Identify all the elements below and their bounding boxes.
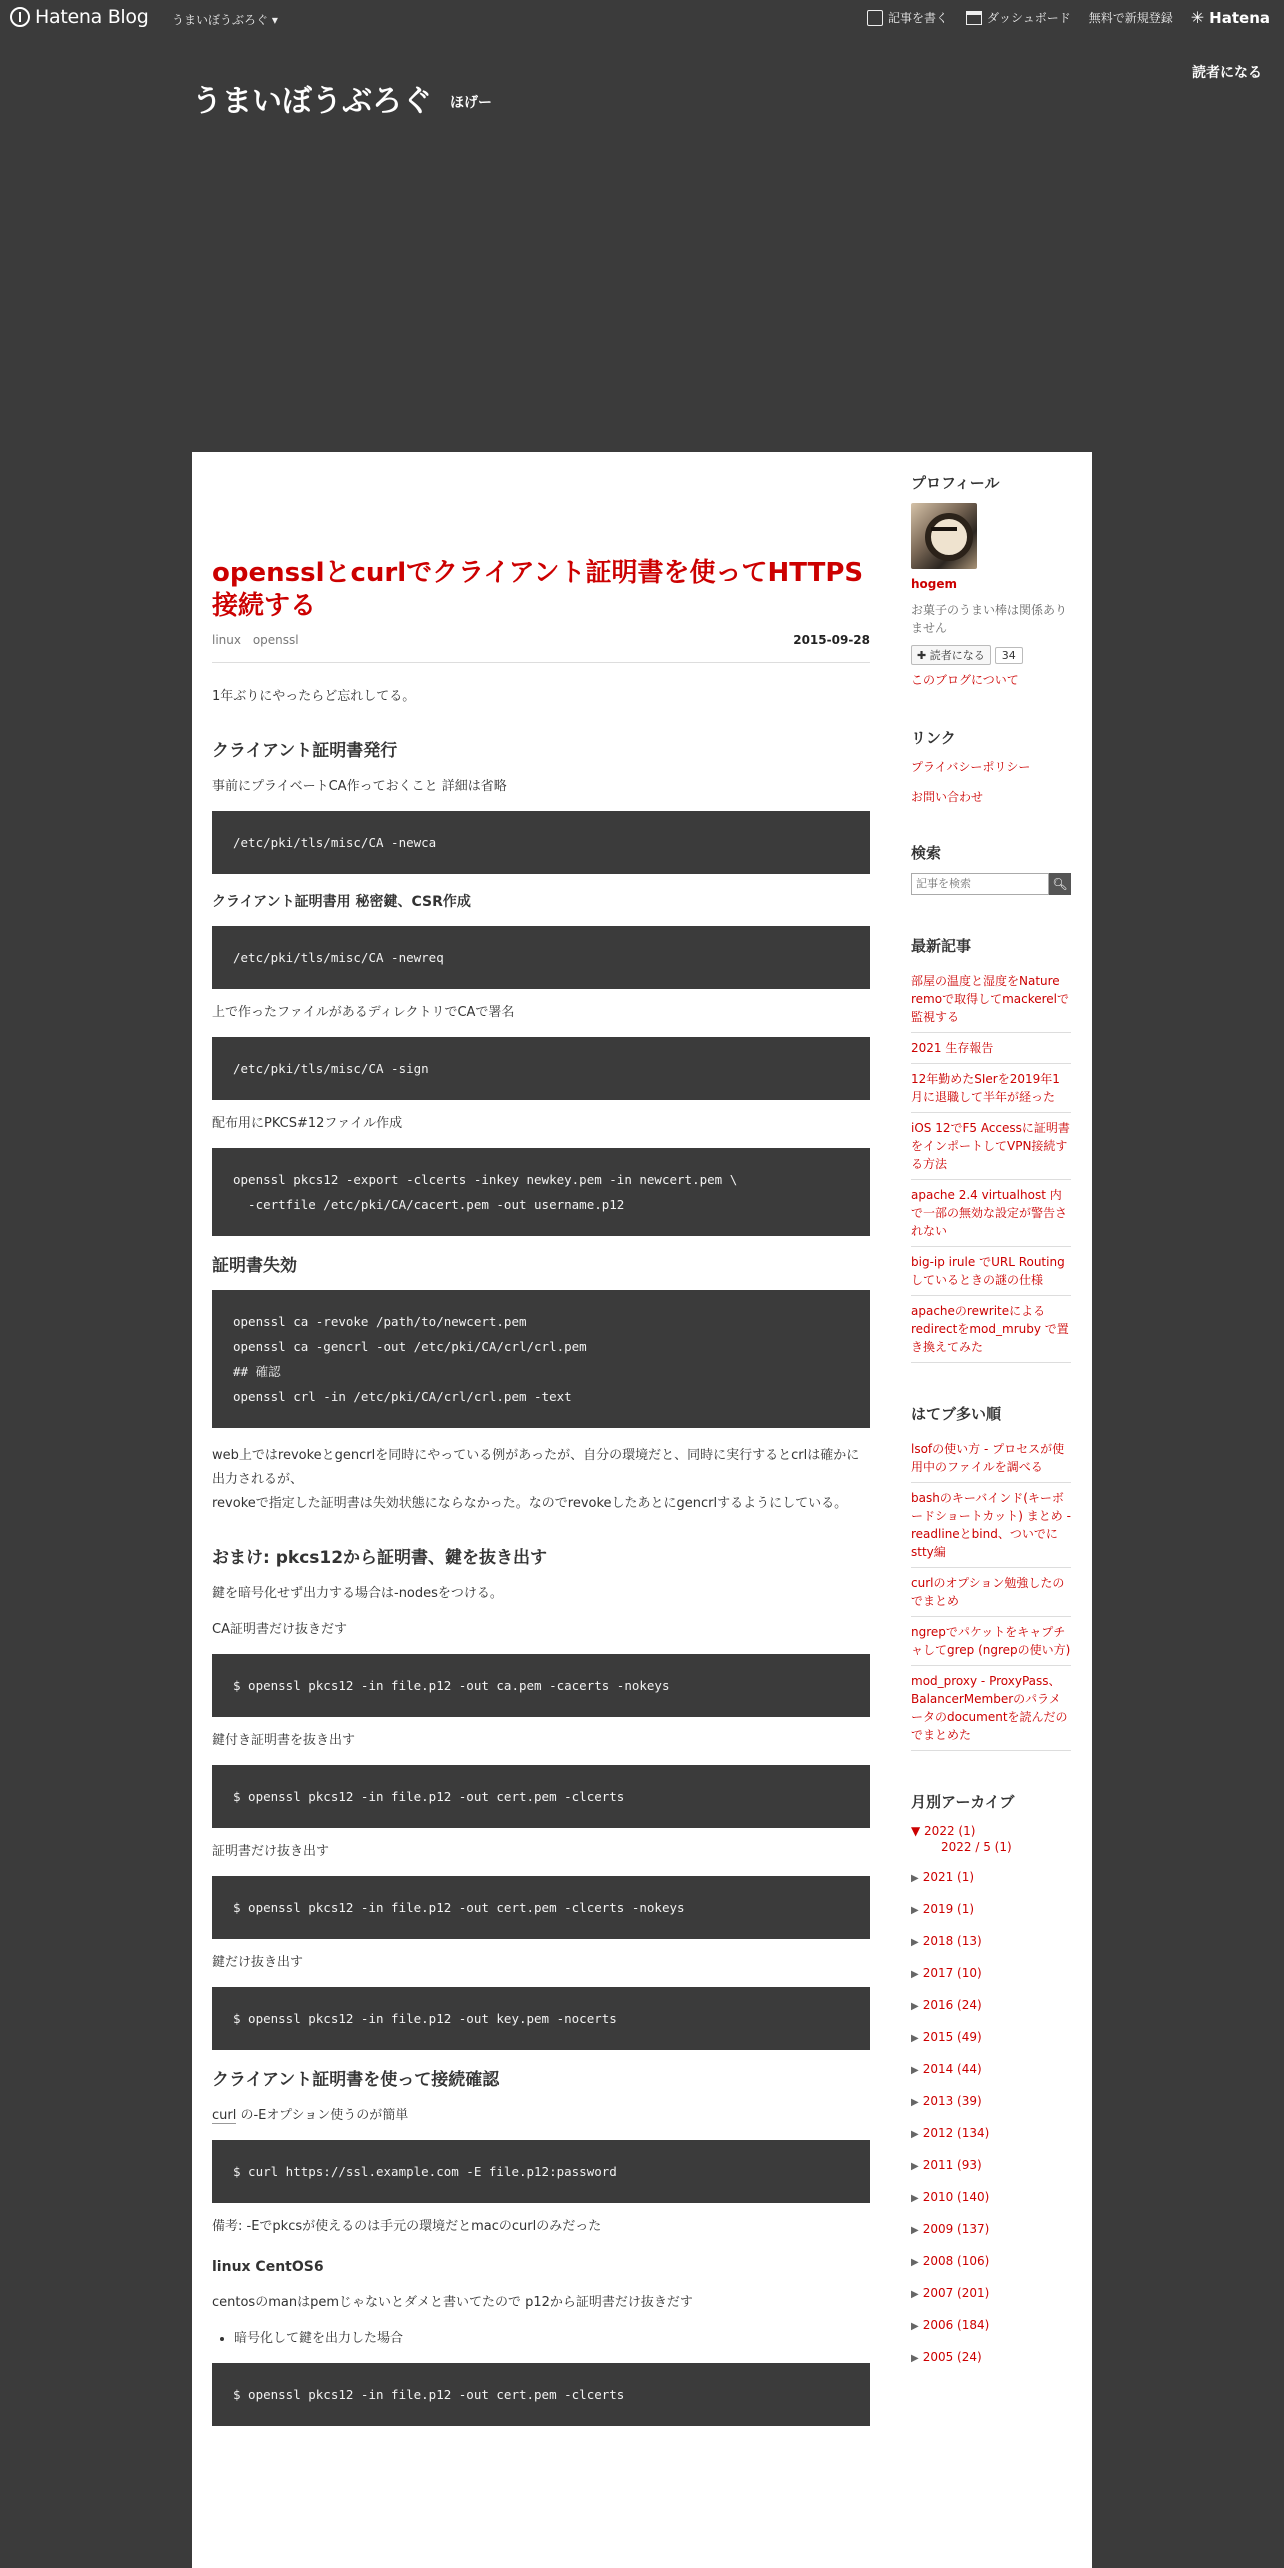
recent-entry-link[interactable]: 12年勤めたSIerを2019年1月に退職して半年が経った — [911, 1064, 1071, 1113]
expand-icon: ▶ — [911, 2289, 919, 2300]
archive-year-label: 2010 (140) — [922, 2190, 990, 2204]
popular-entry-link[interactable]: lsofの使い方 - プロセスが使用中のファイルを調べる — [911, 1434, 1071, 1483]
expand-icon: ▶ — [911, 2257, 919, 2268]
popular-entry-link[interactable]: ngrepでパケットをキャプチャしてgrep (ngrepの使い方) — [911, 1617, 1071, 1666]
entry-title[interactable]: opensslとcurlでクライアント証明書を使ってHTTPS接続する — [212, 558, 864, 621]
signup-link[interactable]: 無料で新規登録 — [1088, 11, 1173, 25]
links-module — [911, 727, 1071, 806]
archive-year-label: 2018 (13) — [922, 1934, 982, 1948]
code-block: $ openssl pkcs12 -in file.p12 -out key.pem -nocerts — [212, 1987, 870, 2050]
pencil-icon — [867, 10, 883, 26]
list-item: • 暗号化して鍵を出力した場合 — [234, 2327, 870, 2351]
archive-year[interactable] — [911, 2124, 1071, 2144]
subscribe-button[interactable]: 読者になる — [1192, 65, 1262, 81]
expand-icon: ▶ — [911, 2097, 919, 2108]
dashboard-icon — [966, 11, 982, 25]
search-form — [911, 873, 1071, 895]
popular-entry-link[interactable]: curlのオプション勉強したのでまとめ — [911, 1568, 1071, 1617]
entry-body — [212, 663, 870, 2426]
section-heading: おまけ: pkcs12から証明書、鍵を抜き出す — [212, 1548, 548, 1568]
content-panel — [192, 452, 1092, 2568]
code-block: /etc/pki/tls/misc/CA -sign — [212, 1037, 870, 1100]
section-heading: 証明書失効 — [212, 1256, 297, 1276]
recent-entry-link[interactable]: iOS 12でF5 Accessに証明書をインポートしてVPN接続する方法 — [911, 1113, 1071, 1180]
archive-year-label: 2016 (24) — [922, 1998, 982, 2012]
popular-entries-module — [911, 1403, 1071, 1751]
archive-year-label: 2013 (39) — [922, 2094, 982, 2108]
search-icon: 🔍︎ — [1052, 877, 1068, 891]
archive-year[interactable] — [911, 1996, 1071, 2016]
code-block: $ openssl pkcs12 -in file.p12 -out ca.pem -cacerts -nokeys — [212, 1654, 870, 1717]
popular-entry-link[interactable]: mod_proxy - ProxyPass、BalancerMemberのパラメータのdocumentを読んだのでまとめた — [911, 1666, 1071, 1751]
logo-text: Hatena Blog — [35, 6, 149, 28]
expand-icon: ▶ — [911, 2353, 919, 2364]
paragraph: 上で作ったファイルがあるディレクトリでCAで署名 — [212, 1005, 515, 1020]
bullet-list — [234, 2327, 870, 2351]
archive-year[interactable] — [911, 2220, 1071, 2240]
sidebar-subscribe-button[interactable]: ✚ 読者になる — [911, 645, 991, 665]
hatena-label: Hatena — [1209, 8, 1270, 27]
archive-year[interactable] — [911, 2348, 1071, 2368]
blog-description: ほげー — [450, 95, 492, 111]
paragraph: 鍵付き証明書を抜き出す — [212, 1733, 356, 1748]
about-blog-link[interactable]: このブログについて — [911, 673, 1019, 687]
archive-year[interactable] — [911, 2092, 1071, 2112]
archive-year[interactable] — [911, 2284, 1071, 2304]
paragraph: 事前にプライベートCA作っておくこと 詳細は省略 — [212, 779, 507, 794]
paragraph: 鍵だけ抜き出す — [212, 1955, 304, 1970]
expand-icon: ▶ — [911, 2321, 919, 2332]
recent-entry-link[interactable]: apacheのrewriteによるredirectをmod_mruby で置き換えてみた — [911, 1296, 1071, 1363]
paragraph: 配布用にPKCS#12ファイル作成 — [212, 1116, 403, 1131]
entry-date[interactable]: 2015-09-28 — [793, 633, 870, 647]
archive-year-label: 2009 (137) — [922, 2222, 990, 2236]
subscribe-row — [911, 645, 1071, 665]
expand-icon: ▶ — [911, 1873, 919, 1884]
recent-entry-link[interactable]: 2021 生存報告 — [911, 1033, 1071, 1064]
archive-year-label: 2007 (201) — [922, 2286, 990, 2300]
popular-heading: はてブ多い順 — [911, 1405, 1002, 1423]
category-openssl[interactable]: openssl — [252, 633, 299, 647]
archive-year-label: 2006 (184) — [922, 2318, 990, 2332]
code-block: /etc/pki/tls/misc/CA -newca — [212, 811, 870, 874]
archive-year[interactable] — [911, 2188, 1071, 2208]
paragraph: 鍵を暗号化せず出力する場合は-nodesをつける。 — [212, 1586, 503, 1601]
blog-selector[interactable]: うまいぼうぶろぐ ▾ — [172, 13, 278, 27]
archive-year-label: 2021 (1) — [922, 1870, 975, 1884]
expand-icon: ▶ — [911, 1905, 919, 1916]
hatena-blog-logo[interactable] — [10, 6, 149, 28]
recent-entry-link[interactable]: apache 2.4 virtualhost 内で一部の無効な設定が警告されない — [911, 1180, 1071, 1247]
archive-year[interactable] — [911, 1964, 1071, 1984]
section-heading: クライアント証明書を使って接続確認 — [212, 2070, 500, 2090]
search-input[interactable] — [911, 873, 1049, 895]
write-entry-label: 記事を書く — [887, 11, 948, 25]
paragraph: centosのmanはpemじゃないとダメと書いてたので p12から証明書だけ抜きだす — [212, 2295, 693, 2310]
archive-year[interactable] — [911, 1932, 1071, 1952]
section-heading: クライアント証明書発行 — [212, 741, 398, 761]
expand-icon: ▶ — [911, 1969, 919, 1980]
paragraph-line: web上ではrevokeとgencrlを同時にやっている例があったが、自分の環境だと、同時に実行するとcrlは確かに出力されるが、 — [212, 1448, 860, 1487]
paragraph-line: revokeで指定した証明書は失効状態にならなかった。なのでrevokeしたあとにgencrlするようにしている。 — [212, 1496, 848, 1511]
contact-link[interactable]: お問い合わせ — [911, 790, 984, 804]
expand-icon: ▶ — [911, 2033, 919, 2044]
archive-year-label: 2011 (93) — [922, 2158, 982, 2172]
search-heading: 検索 — [911, 844, 942, 862]
paragraph — [212, 2104, 870, 2128]
avatar[interactable] — [911, 503, 977, 569]
code-block: openssl ca -revoke /path/to/newcert.pem openssl ca -gencrl -out /etc/pki/CA/crl/crl.pem ## 確認 openssl crl -in /etc/pki/CA/crl/crl.pem -text — [212, 1290, 870, 1428]
archive-month[interactable]: 2022 / 5 (1) — [941, 1840, 1012, 1854]
privacy-policy-link[interactable]: プライバシーポリシー — [911, 760, 1031, 774]
hatena-menu[interactable] — [1191, 8, 1270, 27]
sidebar — [911, 452, 1071, 2380]
paragraph-text: の-Eオプション使うのが簡単 — [236, 2108, 409, 2123]
expand-icon: ▶ — [911, 2193, 919, 2204]
code-block: /etc/pki/tls/misc/CA -newreq — [212, 926, 870, 989]
hatena-blog-icon — [10, 7, 30, 27]
subscriber-count[interactable]: 34 — [995, 647, 1023, 664]
expand-icon: ▶ — [911, 2129, 919, 2140]
dashboard-label: ダッシュボード — [986, 11, 1071, 25]
paragraph: CA証明書だけ抜きだす — [212, 1622, 347, 1637]
code-block: $ openssl pkcs12 -in file.p12 -out cert.pem -clcerts — [212, 1765, 870, 1828]
search-button[interactable] — [1049, 873, 1071, 895]
recent-entry-link[interactable]: big-ip irule でURL Routing しているときの謎の仕様 — [911, 1247, 1071, 1296]
write-entry-button[interactable] — [867, 9, 948, 26]
global-header — [0, 0, 1284, 38]
hatena-star-icon: ✳ — [1190, 8, 1205, 27]
dashboard-button[interactable] — [966, 9, 1071, 26]
profile-module — [911, 472, 1071, 689]
code-block: $ curl https://ssl.example.com -E file.p12:password — [212, 2140, 870, 2203]
entry-meta — [212, 633, 870, 663]
paragraph — [212, 1444, 870, 1516]
archive-year[interactable] — [911, 2156, 1071, 2176]
paragraph: 証明書だけ抜き出す — [212, 1844, 330, 1859]
links-heading: リンク — [911, 729, 956, 747]
blog-title[interactable]: うまいぼうぶろぐ — [192, 84, 432, 119]
paragraph: 1年ぶりにやったらど忘れしてる。 — [212, 689, 416, 704]
search-module — [911, 842, 1071, 895]
expand-icon: ▶ — [911, 2225, 919, 2236]
recent-heading: 最新記事 — [911, 937, 972, 955]
archive-year-label: 2015 (49) — [922, 2030, 982, 2044]
subsection-heading: linux CentOS6 — [212, 2259, 324, 2275]
recent-entry-link[interactable]: 部屋の温度と湿度をNature remoで取得してmackerelで監視する — [911, 966, 1071, 1033]
expand-icon: ▶ — [911, 2001, 919, 2012]
archive-module — [911, 1791, 1071, 2368]
archive-year-label: 2017 (10) — [922, 1966, 982, 1980]
archive-year-open[interactable]: ▼ 2022 (1) — [911, 1824, 976, 1838]
entry-categories — [212, 633, 870, 647]
keyword-link-curl[interactable]: curl — [212, 2108, 237, 2123]
archive-year-label: 2019 (1) — [922, 1902, 975, 1916]
archive-year[interactable] — [911, 2252, 1071, 2272]
profile-heading: プロフィール — [911, 474, 1000, 492]
archive-year[interactable] — [911, 2028, 1071, 2048]
recent-entries-module — [911, 935, 1071, 1363]
expand-icon: ▶ — [911, 2161, 919, 2172]
archive-year-label: 2008 (106) — [922, 2254, 990, 2268]
expand-icon: ▶ — [911, 2065, 919, 2076]
code-block: openssl pkcs12 -export -clcerts -inkey newkey.pem -in newcert.pem \ -certfile /etc/pki/CA/cacert.pem -out username.p12 — [212, 1148, 870, 1236]
entry-article — [212, 452, 870, 2438]
archive-heading: 月別アーカイブ — [911, 1793, 1015, 1811]
category-linux[interactable]: linux — [212, 633, 241, 647]
archive-year[interactable] — [911, 1868, 1071, 1888]
archive-year-label: 2005 (24) — [922, 2350, 982, 2364]
profile-description: お菓子のうまい棒は関係ありません — [911, 603, 1068, 635]
profile-username[interactable]: hogem — [911, 577, 958, 591]
archive-year[interactable] — [911, 1900, 1071, 1920]
expand-icon: ▶ — [911, 1937, 919, 1948]
archive-year[interactable] — [911, 2316, 1071, 2336]
archive-year[interactable] — [911, 2060, 1071, 2080]
archive-year-label: 2012 (134) — [922, 2126, 990, 2140]
code-block: $ openssl pkcs12 -in file.p12 -out cert.pem -clcerts — [212, 2363, 870, 2426]
paragraph: 備考: -Eでpkcsが使えるのは手元の環境だとmacのcurlのみだった — [212, 2219, 602, 2234]
code-block: $ openssl pkcs12 -in file.p12 -out cert.pem -clcerts -nokeys — [212, 1876, 870, 1939]
subsection-heading: クライアント証明書用 秘密鍵、CSR作成 — [212, 894, 471, 910]
archive-year-label: 2014 (44) — [922, 2062, 982, 2076]
popular-entry-link[interactable]: bashのキーバインド(キーボードショートカット) まとめ - readlineとbind、ついでにstty編 — [911, 1483, 1071, 1568]
